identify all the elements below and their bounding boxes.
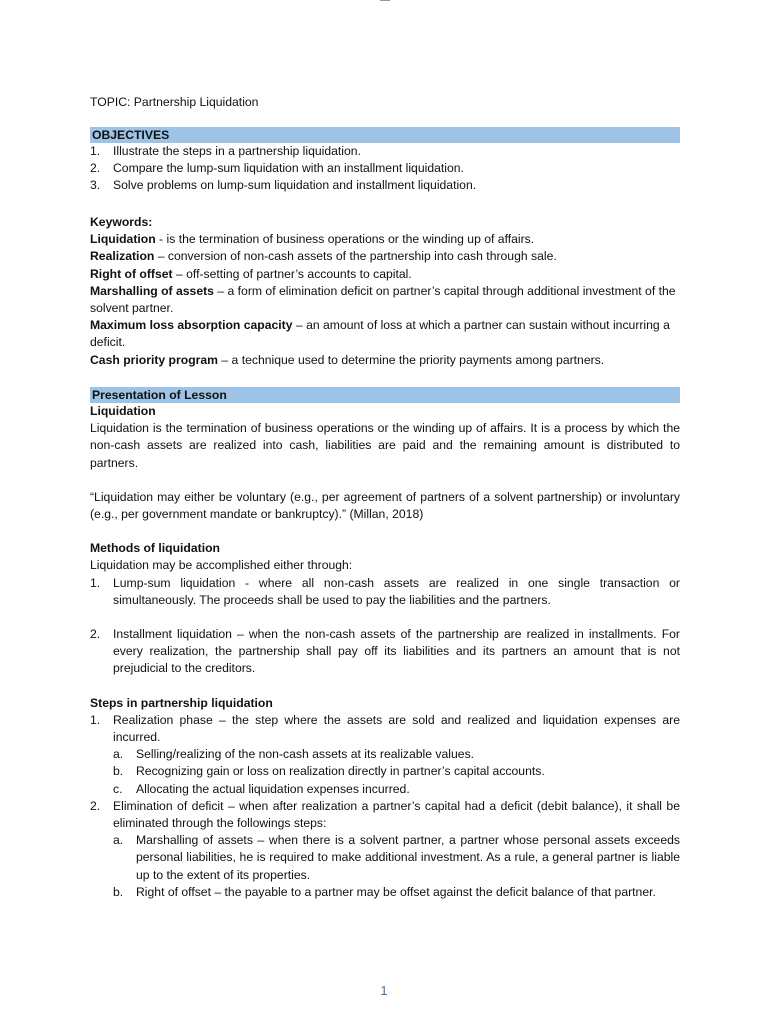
keywords-heading: Keywords: [90, 215, 153, 229]
list-item: 3. Solve problems on lump-sum liquidation and installment liquidation. [90, 178, 477, 193]
steps-list [90, 712, 680, 901]
objectives-section [90, 127, 680, 195]
list-item: 2. Installment liquidation – when the non-cash assets of the partnership are realized in installments. For every realization, the partnership shall pay off its liabilities and its partners an amount that is not prejudicial to the creditors. [90, 627, 680, 676]
topic-title: TOPIC: Partnership Liquidation [90, 95, 259, 109]
keywords-section [90, 214, 680, 369]
list-item: 2. Compare the lump-sum liquidation with an installment liquidation. [90, 161, 464, 176]
methods-title: Methods of liquidation [90, 541, 220, 556]
list-item: b. Recognizing gain or loss on realization directly in partner’s capital accounts. [113, 764, 545, 779]
keyword-item: Maximum loss absorption capacity – an amount of loss at which a partner can sustain without incurring a deficit. [90, 318, 670, 350]
list-item: 1. Lump-sum liquidation - where all non-cash assets are realized in one single transaction or simultaneously. The proceeds shall be used to pay the liabilities and the partners. [90, 575, 680, 607]
list-item: 2. Elimination of deficit – when after realization a partner’s capital had a deficit (debit balance), it shall be eliminated through the followings steps: a. Marshalling of assets – when there is a solvent partner, a partner whose personal assets exceeds personal liabilities, he is required to make additional investment. As a rule, a general partner is liable up to the extent of its properties. b. Right of offset – the payable to a partner may be offset against the deficit balance of that partner. [90, 798, 680, 901]
list-item: a. Selling/realizing of the non-cash assets at its realizable values. [113, 747, 475, 762]
lesson-heading: Presentation of Lesson [90, 387, 680, 403]
liquidation-paragraph: Liquidation is the termination of business operations or the winding up of affairs. It is a process by which the non-cash assets are realized into cash, liabilities are paid and the remaining amount is distributed to partners. [90, 421, 680, 470]
page-number: 1 [380, 983, 388, 998]
document-page [90, 0, 680, 1024]
liquidation-title: Liquidation [90, 404, 156, 418]
sub-list [113, 832, 680, 901]
keyword-item: Liquidation - is the termination of business operations or the winding up of affairs. [90, 232, 535, 247]
keyword-item: Cash priority program – a technique used to determine the priority payments among partners. [90, 352, 605, 367]
list-item: a. Marshalling of assets – when there is a solvent partner, a partner whose personal assets exceeds personal liabilities, he is required to make additional investment. As a rule, a general partner is liable up to the extent of its properties. [113, 833, 680, 882]
list-item: c. Allocating the actual liquidation expenses incurred. [113, 781, 410, 796]
methods-list [90, 575, 680, 678]
lesson-section [90, 387, 680, 901]
list-item: 1. Illustrate the steps in a partnership liquidation. [90, 144, 361, 158]
list-item: 1. Realization phase – the step where the assets are sold and realized and liquidation expenses are incurred. a. Selling/realizing of the non-cash assets at its realizable values. b. Recognizing gain or loss on realization directly in partner’s capital accounts. c. Allocating the actual liquidation expenses incurred. [90, 712, 680, 798]
keyword-item: Right of offset – off-setting of partner’s accounts to capital. [90, 266, 412, 281]
keyword-item: Marshalling of assets – a form of elimination deficit on partner’s capital through additional investment of the solvent partner. [90, 283, 676, 316]
methods-intro: Liquidation may be accomplished either through: [90, 558, 353, 573]
sub-list [113, 746, 680, 798]
liquidation-quote: “Liquidation may either be voluntary (e.g., per agreement of partners of a solvent partnership) or involuntary (e.g., per government mandate or bankruptcy).” (Millan, 2018) [90, 489, 680, 522]
steps-title: Steps in partnership liquidation [90, 695, 273, 710]
objectives-list [90, 143, 680, 195]
keyword-item: Realization – conversion of non-cash assets of the partnership into cash through sale. [90, 249, 557, 264]
objectives-heading: OBJECTIVES [90, 127, 680, 143]
list-item: b. Right of offset – the payable to a partner may be offset against the deficit balance of that partner. [113, 884, 656, 899]
